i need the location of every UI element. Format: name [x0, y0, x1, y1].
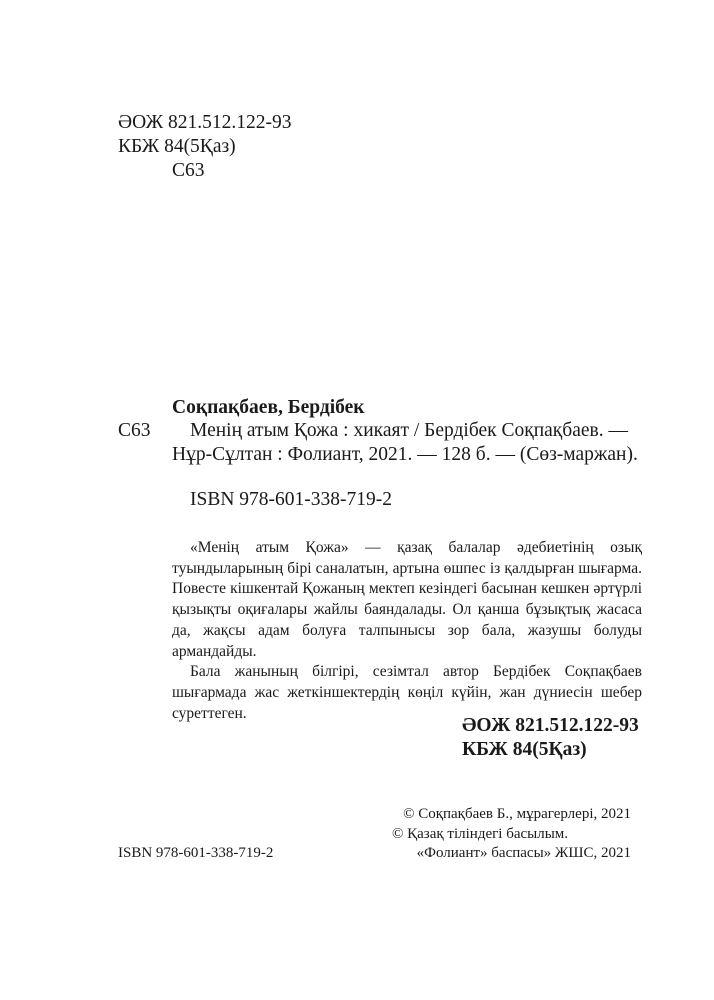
- copyright-line-1: © Соқпақбаев Б., мұрагерлері, 2021: [403, 806, 631, 822]
- author-mark: С63: [118, 420, 151, 441]
- isbn-footer: ISBN 978-601-338-719-2: [118, 845, 274, 861]
- copyright-line-3: «Фолиант» баспасы» ЖШС, 2021: [416, 845, 631, 861]
- author-mark-top: С63: [172, 160, 205, 181]
- author-heading: Соқпақбаев, Бердібек: [172, 397, 365, 418]
- title-line-2: Нұр-Сұлтан : Фолиант, 2021. — 128 б. — (Сөз-маржан).: [172, 444, 638, 465]
- udc-code-top: ӘОЖ 821.512.122-93: [118, 112, 292, 133]
- isbn-record: ISBN 978-601-338-719-2: [190, 489, 393, 510]
- title-line-1: Менің атым Қожа : хикаят / Бердібек Соқпақбаев. —: [190, 420, 628, 441]
- annotation-paragraph: Бала жанының білгірі, сезімтал автор Бердібек Соқпақбаев шығармада жас жеткіншектердің көңіл күйін, жан дүниесін шебер суреттеген.: [172, 663, 642, 722]
- bbk-code-right: КБЖ 84(5Қаз): [462, 739, 587, 760]
- bbk-code-top: КБЖ 84(5Қаз): [118, 136, 236, 157]
- copyright-line-2: © Қазақ тіліндегі басылым.: [392, 826, 569, 842]
- annotation: [172, 538, 642, 724]
- annotation-paragraph: «Менің атым Қожа» — қазақ балалар әдебиетінің озық туындыларының бірі саналатын, артына өшпес із қалдырған шығарма. Повесте кішкентай Қожаның мектеп кезіндегі басынан кешкен әртүрлі қызықты оқиғалары жайлы баяндалады. Ол қанша бұзықтық жасаса да, жақсы адам болуға талпынысы зор бала, жазушы болуды армандайды.: [172, 539, 642, 660]
- udc-code-right: ӘОЖ 821.512.122-93: [462, 715, 639, 736]
